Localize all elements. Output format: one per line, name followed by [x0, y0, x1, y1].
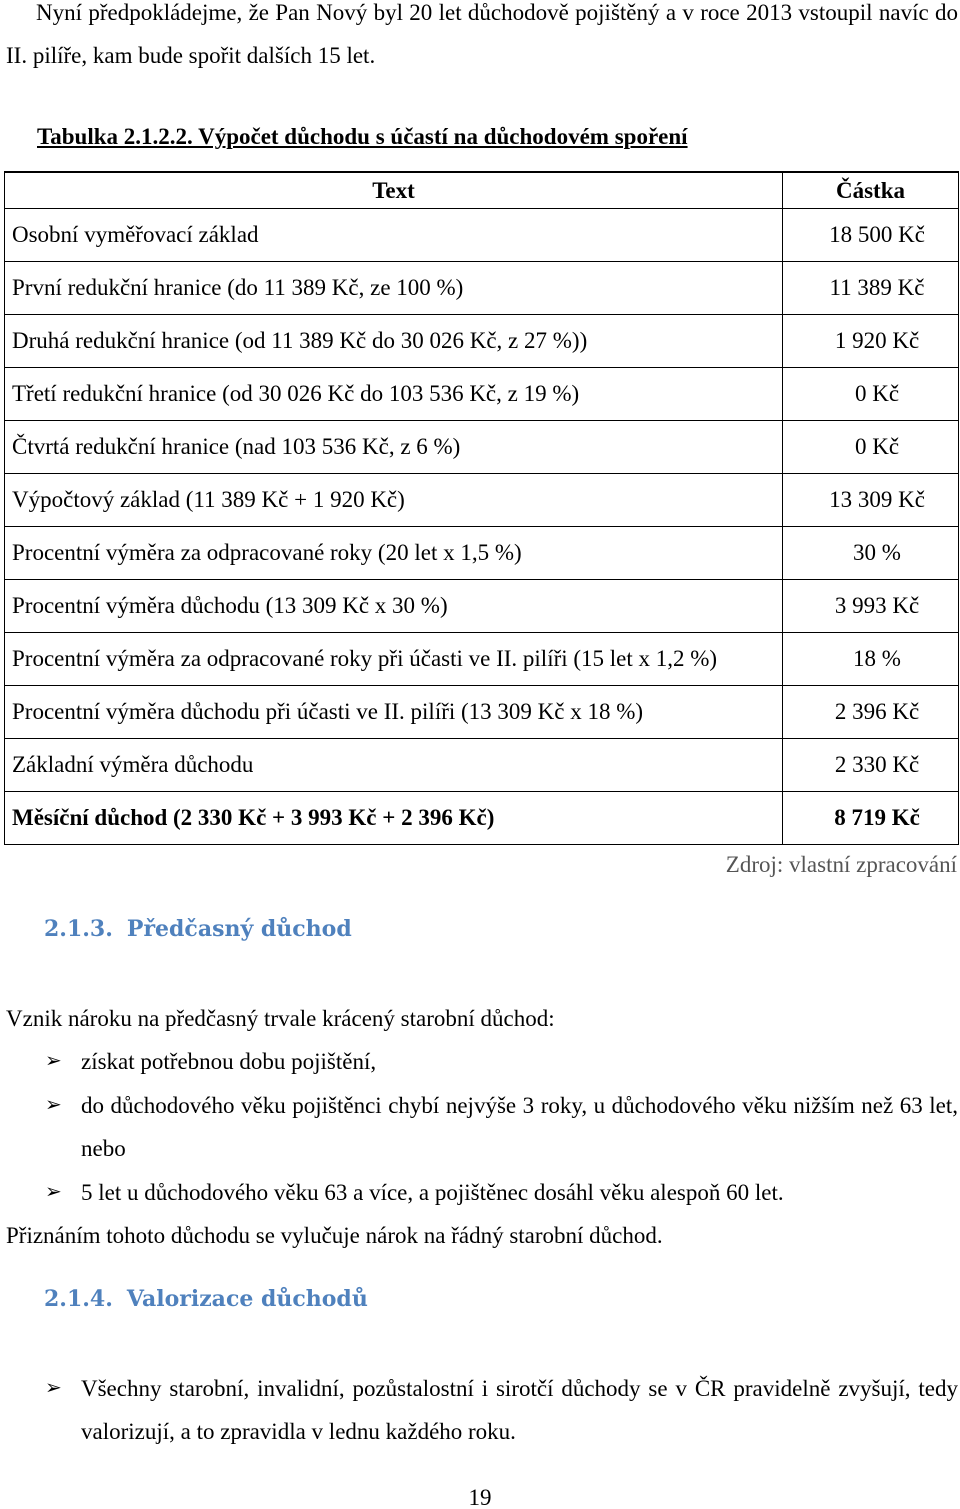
table-row: [5, 527, 959, 580]
table-row: [5, 580, 959, 633]
section-heading-2-1-3: [44, 916, 352, 942]
arrow-bullet-icon: ➢: [45, 1377, 62, 1399]
row-label: Měsíční důchod (2 330 Kč + 3 993 Kč + 2 396 Kč): [5, 792, 783, 845]
row-label: Procentní výměra za odpracované roky při účasti ve II. pilíři (15 let x 1,2 %): [5, 633, 783, 686]
section1-closing: Přiznáním tohoto důchodu se vylučuje nárok na řádný starobní důchod.: [6, 1223, 663, 1248]
table-row: [5, 209, 959, 262]
row-label: První redukční hranice (do 11 389 Kč, ze 100 %): [5, 262, 783, 315]
row-label: Základní výměra důchodu: [5, 739, 783, 792]
list-item: ➢ získat potřebnou dobu pojištění,: [45, 1040, 958, 1083]
list-item: ➢ Všechny starobní, invalidní, pozůstalostní i sirotčí důchody se v ČR pravidelně zvyšují, tedy valorizují, a to zpravidla v lednu každého roku.: [45, 1367, 958, 1453]
table-row: [5, 686, 959, 739]
table-row: [5, 368, 959, 421]
table-source: Zdroj: vlastní zpracování: [725, 852, 957, 877]
header-amount: Částka: [783, 172, 959, 209]
list-item: ➢ do důchodového věku pojištěnci chybí nejvýše 3 roky, u důchodového věku nižším než 63 let, nebo: [45, 1084, 958, 1170]
table-row: [5, 633, 959, 686]
row-amount: 18 500 Kč: [783, 209, 959, 262]
row-amount: 2 330 Kč: [783, 739, 959, 792]
row-amount: 18 %: [783, 633, 959, 686]
row-amount: 30 %: [783, 527, 959, 580]
row-label: Čtvrtá redukční hranice (nad 103 536 Kč, z 6 %): [5, 421, 783, 474]
row-amount: 2 396 Kč: [783, 686, 959, 739]
section-number: 2.1.4.: [44, 1286, 113, 1312]
row-amount: 3 993 Kč: [783, 580, 959, 633]
row-label: Výpočtový základ (11 389 Kč + 1 920 Kč): [5, 474, 783, 527]
table-row: [5, 262, 959, 315]
section1-lead: Vznik nároku na předčasný trvale krácený starobní důchod:: [6, 1006, 555, 1031]
row-amount: 11 389 Kč: [783, 262, 959, 315]
section-number: 2.1.3.: [44, 916, 113, 942]
table-row: [5, 792, 959, 845]
row-label: Osobní vyměřovací základ: [5, 209, 783, 262]
list-item: ➢ 5 let u důchodového věku 63 a více, a pojištěnec dosáhl věku alespoň 60 let.: [45, 1171, 958, 1214]
header-text: Text: [5, 172, 783, 209]
row-amount: 0 Kč: [783, 368, 959, 421]
row-label: Procentní výměra důchodu při účasti ve II. pilíři (13 309 Kč x 18 %): [5, 686, 783, 739]
page-number: 19: [468, 1485, 492, 1509]
table-row: [5, 739, 959, 792]
arrow-bullet-icon: ➢: [45, 1094, 62, 1116]
section-title: Valorizace důchodů: [126, 1286, 368, 1312]
row-label: Třetí redukční hranice (od 30 026 Kč do 103 536 Kč, z 19 %): [5, 368, 783, 421]
row-label: Procentní výměra za odpracované roky (20 let x 1,5 %): [5, 527, 783, 580]
row-label: Druhá redukční hranice (od 11 389 Kč do 30 026 Kč, z 27 %)): [5, 315, 783, 368]
row-amount: 1 920 Kč: [783, 315, 959, 368]
arrow-bullet-icon: ➢: [45, 1181, 62, 1203]
row-label: Procentní výměra důchodu (13 309 Kč x 30 %): [5, 580, 783, 633]
section-title: Předčasný důchod: [126, 916, 352, 942]
pension-table: [4, 171, 959, 845]
table-header-row: [5, 172, 959, 209]
table-row: [5, 315, 959, 368]
row-amount: 0 Kč: [783, 421, 959, 474]
section-heading-2-1-4: [44, 1286, 368, 1312]
table-caption: Tabulka 2.1.2.2. Výpočet důchodu s účastí na důchodovém spoření: [37, 124, 688, 149]
row-amount: 8 719 Kč: [783, 792, 959, 845]
row-amount: 13 309 Kč: [783, 474, 959, 527]
table-row: [5, 421, 959, 474]
intro-paragraph: Nyní předpokládejme, že Pan Nový byl 20 let důchodově pojištěný a v roce 2013 vstoupil navíc do II. pilíře, kam bude spořit dalších 15 let.: [6, 0, 958, 68]
table-row: [5, 474, 959, 527]
arrow-bullet-icon: ➢: [45, 1050, 62, 1072]
